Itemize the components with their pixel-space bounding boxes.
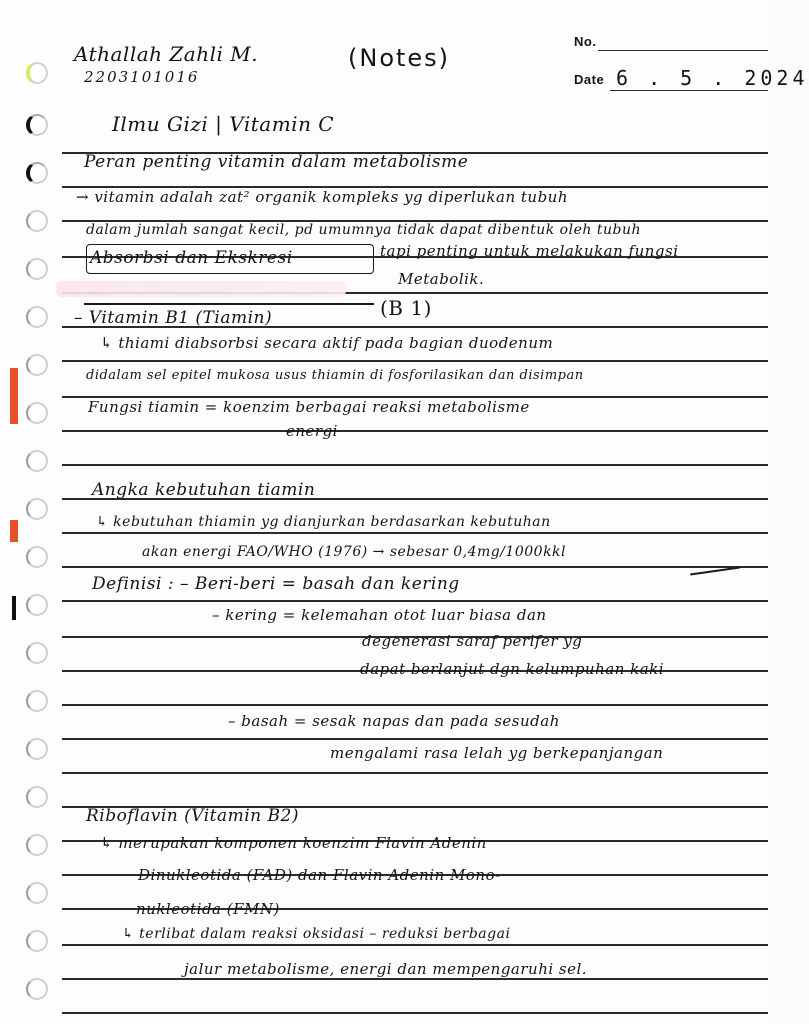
binder-hole	[26, 450, 48, 472]
note-line: mengalami rasa lelah yg berkepanjangan	[330, 744, 664, 762]
binder-hole	[26, 786, 48, 808]
note-line: energi	[286, 422, 338, 440]
note-line: Definisi : – Beri-beri = basah dan kering	[92, 574, 460, 594]
author-name: Athallah Zahli M.	[74, 42, 259, 66]
binder-hole	[26, 546, 48, 568]
ruled-line	[62, 430, 768, 432]
ruled-line	[62, 1012, 768, 1014]
note-line: tapi penting untuk melakukan fungsi	[380, 242, 679, 260]
note-line: dalam jumlah sangat kecil, pd umumnya tidak dapat dibentuk oleh tubuh	[86, 222, 641, 238]
ruled-line	[62, 738, 768, 740]
note-line: akan energi FAO/WHO (1976) → sebesar 0,4mg/1000kkl	[142, 544, 567, 560]
binder-hole	[26, 834, 48, 856]
note-line: Fungsi tiamin = koenzim berbagai reaksi metabolisme	[88, 398, 530, 416]
ruled-line	[62, 532, 768, 534]
squiggle-mark	[690, 567, 740, 576]
date-field-line	[610, 90, 768, 91]
ruled-line	[62, 944, 768, 946]
ruled-line	[62, 704, 768, 706]
note-line: Metabolik.	[398, 270, 485, 288]
page-title: (Notes)	[348, 44, 451, 72]
no-field-line	[598, 50, 768, 51]
ruled-line	[62, 464, 768, 466]
note-line: ↳ kebutuhan thiamin yg dianjurkan berdasarkan kebutuhan	[96, 514, 551, 530]
binder-hole	[26, 738, 48, 760]
date-value: 6 . 5 . 2024	[616, 66, 809, 90]
ruled-line	[62, 978, 768, 980]
ruled-line	[62, 566, 768, 568]
note-line: – basah = sesak napas dan pada sesudah	[228, 712, 560, 730]
note-line: Angka kebutuhan tiamin	[92, 480, 316, 500]
note-line: jalur metabolisme, energi dan mempengaruhi sel.	[184, 960, 588, 978]
binder-hole	[26, 402, 48, 424]
binder-hole	[26, 114, 48, 136]
note-line: Dinukleotida (FAD) dan Flavin Adenin Mono-	[138, 866, 501, 884]
binder-hole	[26, 306, 48, 328]
note-line: Ilmu Gizi | Vitamin C	[112, 112, 335, 136]
note-line: ↳ merupakan komponen koenzim Flavin Adenin	[100, 834, 487, 852]
no-label: No.	[574, 34, 597, 49]
binder-hole	[26, 594, 48, 616]
note-line: didalam sel epitel mukosa usus thiamin di fosforilasikan dan disimpan	[86, 368, 584, 383]
note-line: dapat berlanjut dgn kelumpuhan kaki	[360, 660, 665, 678]
binder-hole	[26, 642, 48, 664]
binder-hole	[26, 498, 48, 520]
note-line: – kering = kelemahan otot luar biasa dan	[212, 606, 547, 624]
binder-hole	[26, 354, 48, 376]
note-line: degenerasi saraf perifer yg	[362, 632, 583, 650]
ruled-line	[62, 600, 768, 602]
note-line: ↳ terlibat dalam reaksi oksidasi – reduksi berbagai	[122, 926, 511, 942]
binder-hole	[26, 258, 48, 280]
black-edge-mark	[12, 596, 16, 620]
student-id: 2203101016	[84, 68, 200, 86]
note-line: (B 1)	[380, 296, 432, 320]
note-line: Riboflavin (Vitamin B2)	[86, 806, 299, 826]
red-edge-mark	[10, 520, 18, 542]
binder-hole	[26, 882, 48, 904]
ruled-line	[62, 772, 768, 774]
pink-smudge	[56, 281, 346, 297]
note-line: ↳ thiami diabsorbsi secara aktif pada bagian duodenum	[100, 334, 554, 352]
binder-hole	[26, 690, 48, 712]
binder-hole	[26, 62, 48, 84]
note-line: nukleotida (FMN)	[136, 900, 280, 918]
note-line: Absorbsi dan Ekskresi	[90, 248, 293, 268]
binder-hole	[26, 210, 48, 232]
note-line: → vitamin adalah zat² organik kompleks yg diperlukan tubuh	[76, 188, 569, 206]
date-label: Date	[574, 72, 605, 87]
red-edge-mark	[10, 404, 18, 424]
binder-hole	[26, 978, 48, 1000]
underline-mark	[84, 303, 374, 305]
note-line: – Vitamin B1 (Tiamin)	[74, 308, 273, 328]
binder-hole	[26, 162, 48, 184]
binder-hole	[26, 930, 48, 952]
note-line: Peran penting vitamin dalam metabolisme	[84, 152, 469, 172]
red-edge-mark	[10, 368, 18, 404]
ruled-line	[62, 360, 768, 362]
